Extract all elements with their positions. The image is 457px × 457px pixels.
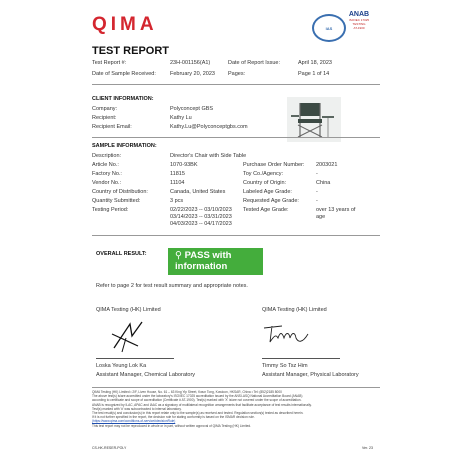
- footer-note: This test report may not be reproduced in whole or in part, without written approval of QIMA Testing (HK) Limited.: [92, 423, 252, 428]
- footer-note: ANAB is recognized by ILAC, APAC and IAAC as a signatory of multilateral recognition arrangements that facilitate acceptance of test results internationally.: [92, 402, 312, 407]
- toyco-value: -: [316, 171, 318, 177]
- anab-label: ANAB: [348, 11, 370, 18]
- divider: [92, 387, 380, 388]
- description-value: Director's Chair with Side Table: [170, 153, 247, 159]
- company-label: Company:: [92, 106, 118, 112]
- tested-age-value-1: over 13 years of: [316, 207, 356, 213]
- pages-value: Page 1 of 14: [298, 71, 330, 77]
- testing-period-label: Testing Period:: [92, 207, 129, 213]
- pass-badge: [168, 248, 263, 275]
- origin-label: Country of Origin:: [243, 180, 287, 186]
- overall-result-label: OVERALL RESULT:: [96, 251, 147, 257]
- right-signature-company: QIMA Testing (HK) Limited: [262, 307, 327, 313]
- issue-date-label: Date of Report Issue:: [228, 60, 280, 66]
- testing-period-value-1: 02/22/2023 -- 03/10/2023: [170, 207, 232, 213]
- po-label: Purchase Order Number:: [243, 162, 305, 168]
- right-signer-title: Assistant Manager, Physical Laboratory: [262, 372, 359, 378]
- report-number-label: Test Report #:: [92, 60, 127, 66]
- pass-badge-line1: [175, 250, 263, 261]
- recipient-email-value: Kathy.Lu@Polyconceptgbs.com: [170, 124, 248, 130]
- pin-icon: ⚲: [175, 250, 182, 261]
- origin-value: China: [316, 180, 331, 186]
- factory-value: 11815: [170, 171, 185, 177]
- labeled-age-value: -: [316, 189, 318, 195]
- report-number-value: 23H-001156(A1): [170, 60, 211, 66]
- pass-badge-text1: PASS with: [184, 250, 232, 261]
- footer-note: The above test(s) is/are accredited under the laboratory's ISO/IEC 17025 accreditation issued by the ANSI-ASQ National Accreditation Board (ANAB): [92, 394, 303, 399]
- po-value: 2003021: [316, 162, 338, 168]
- footer-note: Test(s) marked with '#' was subcontracted to internal laboratory.: [92, 406, 182, 411]
- divider: [92, 235, 380, 236]
- requested-age-value: -: [316, 198, 318, 204]
- recipient-value: Kathy Lu: [170, 115, 192, 121]
- pass-badge-line2: information: [175, 261, 228, 272]
- company-value: Polyconcept GBS: [170, 106, 214, 112]
- left-signer-name: Loska Yeung Lok Ka: [96, 363, 147, 369]
- ias-cert-label: IAS: [325, 25, 333, 31]
- client-info-heading: CLIENT INFORMATION:: [92, 96, 154, 102]
- right-signature-image: [262, 322, 318, 348]
- anab-cert-icon: [346, 11, 372, 41]
- tested-age-label: Tested Age Grade:: [243, 207, 289, 213]
- vendor-value: 11104: [170, 180, 185, 186]
- article-value: 1070-93BK: [170, 162, 198, 168]
- page-title: TEST REPORT: [92, 45, 170, 57]
- product-photo: [287, 97, 341, 142]
- toyco-label: Toy Co./Agency:: [243, 171, 284, 177]
- testing-period-value-3: 04/03/2023 -- 04/17/2023: [170, 221, 232, 227]
- footer-note: according to certificate and scope of accreditation (Certificate # AT-1900). Test(s) marked with 'X' is/are not covered under the scope of accreditation.: [92, 398, 302, 403]
- refer-note: Refer to page 2 for test result summary and appropriate notes.: [96, 283, 248, 289]
- qima-logo: QIMA: [92, 14, 158, 35]
- description-label: Description:: [92, 153, 122, 159]
- footer-note: If it is not further specified in the report, the decision rule for stating conformity is based on the ISMAR decision rule.: [92, 415, 255, 420]
- requested-age-label: Requested Age Grade:: [243, 198, 299, 204]
- left-signature-company: QIMA Testing (HK) Limited: [96, 307, 161, 313]
- article-label: Article No.:: [92, 162, 119, 168]
- right-signature-line: [262, 358, 340, 359]
- version-label: Ver. 23: [362, 446, 373, 450]
- recipient-email-label: Recipient Email:: [92, 124, 132, 130]
- ias-cert-icon: [312, 14, 346, 42]
- received-date-label: Date of Sample Received:: [92, 71, 156, 77]
- issue-date-value: April 18, 2023: [298, 60, 332, 66]
- footer-address: QIMA Testing (HK) Limited • 2/F, Liven House, No. 61 – 63 King Yip Street, Kwun Tong, Kowloon, HKSAR, China • Tel: (852)2185 8000: [92, 390, 282, 394]
- tested-age-value-2: age: [316, 214, 326, 220]
- vendor-label: Vendor No.:: [92, 180, 122, 186]
- distribution-value: Canada, United States: [170, 189, 226, 195]
- directors-chair-image: [287, 97, 341, 142]
- right-signer-name: Timmy So Tsz Him: [262, 363, 308, 369]
- testing-period-value-2: 03/14/2023 -- 03/31/2023: [170, 214, 232, 220]
- received-date-value: February 20, 2023: [170, 71, 215, 77]
- footer-note: The test result(s) and conclusion(s) in this report relate only to the sample(s) as received and tested. Regulation section(s) tested as described herein.: [92, 411, 304, 416]
- left-signature-line: [96, 358, 174, 359]
- sample-info-heading: SAMPLE INFORMATION:: [92, 143, 157, 149]
- left-signer-title: Assistant Manager, Chemical Laboratory: [96, 372, 196, 378]
- quantity-label: Quantity Submitted:: [92, 198, 141, 204]
- recipient-label: Recipient:: [92, 115, 117, 121]
- footer-block: [92, 390, 380, 428]
- quantity-value: 3 pcs: [170, 198, 184, 204]
- distribution-label: Country of Distribution:: [92, 189, 148, 195]
- labeled-age-label: Labeled Age Grade:: [243, 189, 292, 195]
- anab-sub-label: ISO/IEC 17025 TESTING: [348, 18, 370, 26]
- divider: [92, 84, 380, 85]
- left-signature-image: [108, 318, 148, 354]
- anab-code-label: AT-1900: [353, 26, 365, 30]
- factory-label: Factory No.:: [92, 171, 122, 177]
- pages-label: Pages:: [228, 71, 246, 77]
- divider: [92, 137, 380, 138]
- footer-link[interactable]: (https://www.qima.com/conditions-of-service#decisionRule): [92, 419, 176, 424]
- form-code: CS-HK-RESER-POLY: [92, 446, 127, 450]
